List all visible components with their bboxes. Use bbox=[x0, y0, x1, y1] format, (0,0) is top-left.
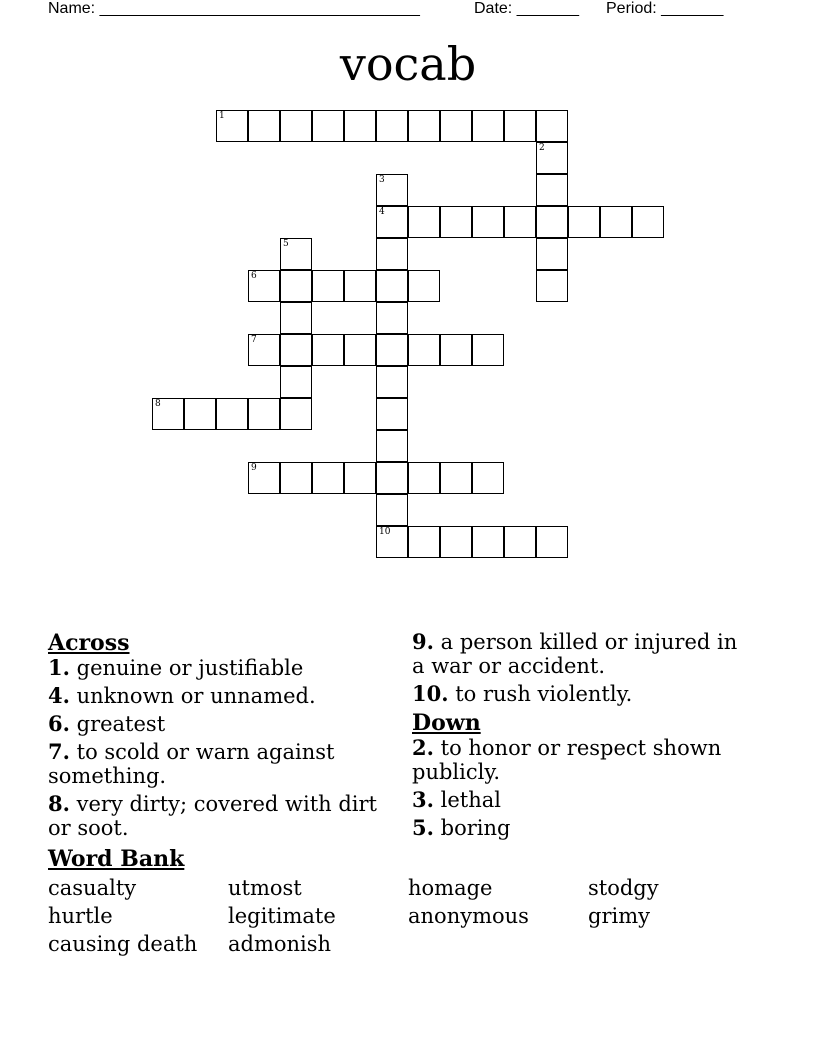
crossword-cell[interactable] bbox=[376, 366, 408, 398]
clues-column-right bbox=[412, 630, 752, 844]
crossword-cell[interactable] bbox=[376, 430, 408, 462]
name-field-label: Name: ____________________________________ bbox=[48, 0, 420, 17]
across-clue-7: 7. to scold or warn against something. bbox=[48, 739, 335, 788]
clues-column-left bbox=[48, 630, 388, 844]
crossword-cell[interactable] bbox=[536, 110, 568, 142]
crossword-cell[interactable] bbox=[312, 270, 344, 302]
date-field-label: Date: _______ bbox=[474, 0, 579, 17]
crossword-cell[interactable] bbox=[408, 206, 440, 238]
crossword-cell[interactable] bbox=[280, 270, 312, 302]
crossword-cell[interactable] bbox=[312, 110, 344, 142]
crossword-cell[interactable] bbox=[248, 110, 280, 142]
word-bank-word: homage bbox=[408, 876, 493, 900]
crossword-cell[interactable] bbox=[344, 270, 376, 302]
crossword-cell[interactable] bbox=[280, 302, 312, 334]
clue-number-label: 6 bbox=[251, 271, 257, 281]
crossword-cell[interactable] bbox=[472, 206, 504, 238]
crossword-cell[interactable] bbox=[280, 398, 312, 430]
down-clue-2: 2. to honor or respect shown publicly. bbox=[412, 735, 722, 784]
across-clue-6: 6. greatest bbox=[48, 711, 166, 736]
crossword-cell[interactable] bbox=[184, 398, 216, 430]
crossword-cell[interactable] bbox=[536, 142, 568, 174]
word-bank-word: causing death bbox=[48, 932, 198, 956]
crossword-cell[interactable] bbox=[472, 462, 504, 494]
word-bank-word: grimy bbox=[588, 904, 650, 928]
crossword-cell[interactable] bbox=[344, 462, 376, 494]
across-clue-1: 1. genuine or justifiable bbox=[48, 655, 304, 680]
crossword-cell[interactable] bbox=[376, 462, 408, 494]
crossword-cell[interactable] bbox=[472, 110, 504, 142]
crossword-cell[interactable] bbox=[440, 526, 472, 558]
word-bank bbox=[48, 874, 768, 958]
crossword-cell[interactable] bbox=[408, 110, 440, 142]
crossword-cell[interactable] bbox=[376, 334, 408, 366]
crossword-cell[interactable] bbox=[312, 334, 344, 366]
down-clue-5: 5. boring bbox=[412, 815, 511, 840]
across-clue-10: 10. to rush violently. bbox=[412, 681, 633, 706]
crossword-cell[interactable] bbox=[376, 526, 408, 558]
word-bank-row bbox=[48, 902, 768, 930]
across-heading: Across bbox=[48, 630, 130, 656]
crossword-cell[interactable] bbox=[248, 334, 280, 366]
crossword-cell[interactable] bbox=[376, 302, 408, 334]
word-bank-word: casualty bbox=[48, 876, 137, 900]
word-bank-row bbox=[48, 874, 768, 902]
crossword-cell[interactable] bbox=[248, 270, 280, 302]
crossword-cell[interactable] bbox=[376, 206, 408, 238]
across-clue-8: 8. very dirty; covered with dirt or soot. bbox=[48, 791, 377, 840]
crossword-cell[interactable] bbox=[376, 174, 408, 206]
crossword-cell[interactable] bbox=[376, 110, 408, 142]
crossword-cell[interactable] bbox=[504, 110, 536, 142]
crossword-cell[interactable] bbox=[280, 462, 312, 494]
crossword-cell[interactable] bbox=[408, 526, 440, 558]
down-heading: Down bbox=[412, 710, 481, 736]
clue-number-label: 3 bbox=[379, 175, 385, 185]
clue-number-label: 4 bbox=[379, 207, 385, 217]
puzzle-title: vocab bbox=[339, 37, 477, 91]
crossword-cell[interactable] bbox=[600, 206, 632, 238]
crossword-cell[interactable] bbox=[376, 398, 408, 430]
word-bank-word: hurtle bbox=[48, 904, 113, 928]
crossword-cell[interactable] bbox=[152, 398, 184, 430]
crossword-cell[interactable] bbox=[440, 110, 472, 142]
crossword-cell[interactable] bbox=[344, 334, 376, 366]
period-field-label: Period: _______ bbox=[606, 0, 724, 17]
down-clue-3: 3. lethal bbox=[412, 787, 501, 812]
crossword-cell[interactable] bbox=[216, 110, 248, 142]
clue-number-label: 2 bbox=[539, 143, 545, 153]
crossword-cell[interactable] bbox=[536, 526, 568, 558]
word-bank-word: anonymous bbox=[408, 904, 529, 928]
clue-number-label: 9 bbox=[251, 463, 257, 473]
crossword-cell[interactable] bbox=[536, 238, 568, 270]
crossword-cell[interactable] bbox=[376, 494, 408, 526]
crossword-cell[interactable] bbox=[408, 334, 440, 366]
word-bank-word: admonish bbox=[228, 932, 332, 956]
crossword-cell[interactable] bbox=[248, 462, 280, 494]
crossword-cell[interactable] bbox=[472, 526, 504, 558]
crossword-cell[interactable] bbox=[440, 462, 472, 494]
crossword-cell[interactable] bbox=[536, 174, 568, 206]
clue-number-label: 7 bbox=[251, 335, 257, 345]
clue-number-label: 1 bbox=[219, 111, 225, 121]
across-clue-9: 9. a person killed or injured in a war or accident. bbox=[412, 629, 738, 678]
crossword-cell[interactable] bbox=[280, 366, 312, 398]
word-bank-word: stodgy bbox=[588, 876, 659, 900]
crossword-cell[interactable] bbox=[248, 398, 280, 430]
crossword-cell[interactable] bbox=[216, 398, 248, 430]
crossword-cell[interactable] bbox=[536, 270, 568, 302]
crossword-cell[interactable] bbox=[376, 270, 408, 302]
crossword-cell[interactable] bbox=[280, 110, 312, 142]
clue-number-label: 10 bbox=[379, 527, 391, 537]
crossword-cell[interactable] bbox=[280, 334, 312, 366]
crossword-cell[interactable] bbox=[344, 110, 376, 142]
crossword-cell[interactable] bbox=[440, 334, 472, 366]
crossword-cell[interactable] bbox=[440, 206, 472, 238]
crossword-cell[interactable] bbox=[408, 462, 440, 494]
crossword-cell[interactable] bbox=[504, 526, 536, 558]
clue-number-label: 8 bbox=[155, 399, 161, 409]
crossword-cell[interactable] bbox=[536, 206, 568, 238]
crossword-cell[interactable] bbox=[312, 462, 344, 494]
crossword-cell[interactable] bbox=[408, 270, 440, 302]
crossword-cell[interactable] bbox=[376, 238, 408, 270]
crossword-cell[interactable] bbox=[568, 206, 600, 238]
word-bank-row bbox=[48, 930, 768, 958]
across-clue-4: 4. unknown or unnamed. bbox=[48, 683, 316, 708]
crossword-cell[interactable] bbox=[632, 206, 664, 238]
crossword-cell[interactable] bbox=[280, 238, 312, 270]
clue-number-label: 5 bbox=[283, 239, 289, 249]
word-bank-word: utmost bbox=[228, 876, 302, 900]
crossword-cell[interactable] bbox=[472, 334, 504, 366]
word-bank-word: legitimate bbox=[228, 904, 336, 928]
word-bank-heading: Word Bank bbox=[48, 846, 185, 872]
crossword-cell[interactable] bbox=[504, 206, 536, 238]
